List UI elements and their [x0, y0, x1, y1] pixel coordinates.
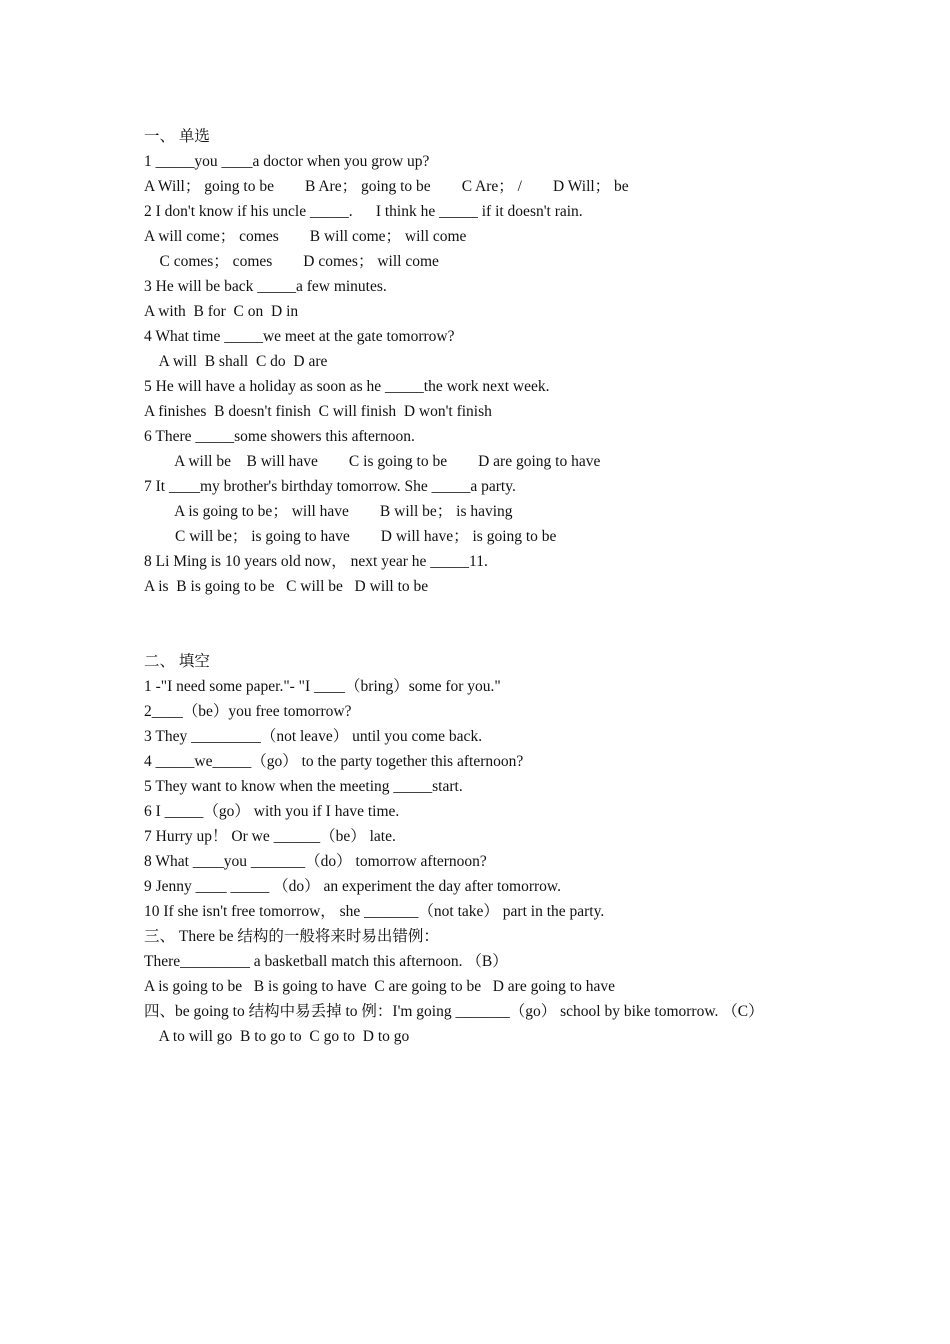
section-1-line: C will be； is going to have D will have； is going to be — [144, 528, 557, 545]
section-2-line: 9 Jenny ____ _____ （do） an experiment the day after tomorrow. — [144, 878, 561, 895]
section-3-line: A is going to be B is going to have C are going to be D are going to have — [144, 978, 615, 995]
section-1-line: A Will； going to be B Are； going to be C Are； / D Will； be — [144, 178, 629, 195]
section-3-heading: 三、 There be 结构的一般将来时易出错例： — [144, 928, 439, 945]
section-1-line: A is B is going to be C will be D will to be — [144, 578, 429, 595]
section-1-line: 6 There _____some showers this afternoon. — [144, 428, 415, 445]
worksheet-page — [144, 124, 924, 1049]
section-1-line: A is going to be； will have B will be； is having — [144, 503, 513, 520]
section-1-line: A will B shall C do D are — [144, 353, 328, 370]
section-1-line: A will be B will have C is going to be D are going to have — [144, 453, 601, 470]
section-4-line: A to will go B to go to C go to D to go — [144, 1028, 410, 1045]
section-spacer — [144, 599, 924, 649]
section-3-line: There_________ a basketball match this afternoon. （B） — [144, 953, 508, 970]
section-1-line: 8 Li Ming is 10 years old now， next year he _____11. — [144, 553, 488, 570]
section-2-line: 7 Hurry up！ Or we ______（be） late. — [144, 828, 396, 845]
section-1-line: A with B for C on D in — [144, 303, 299, 320]
section-1-line: A finishes B doesn't finish C will finish D won't finish — [144, 403, 492, 420]
section-1-line: 3 He will be back _____a few minutes. — [144, 278, 387, 295]
section-1-line: 2 I don't know if his uncle _____. I think he _____ if it doesn't rain. — [144, 203, 583, 220]
section-2-line: 2____（be）you free tomorrow? — [144, 703, 352, 720]
section-2-line: 1 -"I need some paper."- "I ____（bring）some for you." — [144, 678, 501, 695]
section-1-line: 5 He will have a holiday as soon as he _____the work next week. — [144, 378, 550, 395]
section-2-line: 8 What ____you _______（do） tomorrow afternoon? — [144, 853, 487, 870]
section-2-line: 6 I _____（go） with you if I have time. — [144, 803, 400, 820]
section-2-heading: 二、 填空 — [144, 653, 210, 670]
section-1-line: 7 It ____my brother's birthday tomorrow. She _____a party. — [144, 478, 516, 495]
section-2-line: 10 If she isn't free tomorrow， she _______（not take） part in the party. — [144, 903, 605, 920]
section-2-line: 3 They _________（not leave） until you come back. — [144, 728, 483, 745]
section-1-line: 1 _____you ____a doctor when you grow up? — [144, 153, 430, 170]
section-2-line: 5 They want to know when the meeting _____start. — [144, 778, 463, 795]
section-1-line: A will come； comes B will come； will come — [144, 228, 467, 245]
section-1-line: 4 What time _____we meet at the gate tomorrow? — [144, 328, 455, 345]
section-4-heading: 四、be going to 结构中易丢掉 to 例：I'm going _______（go） school by bike tomorrow. （C） — [144, 1003, 764, 1020]
section-1-line: C comes； comes D comes； will come — [144, 253, 439, 270]
section-1-heading: 一、 单选 — [144, 128, 210, 145]
section-2-line: 4 _____we_____（go） to the party together this afternoon? — [144, 753, 524, 770]
